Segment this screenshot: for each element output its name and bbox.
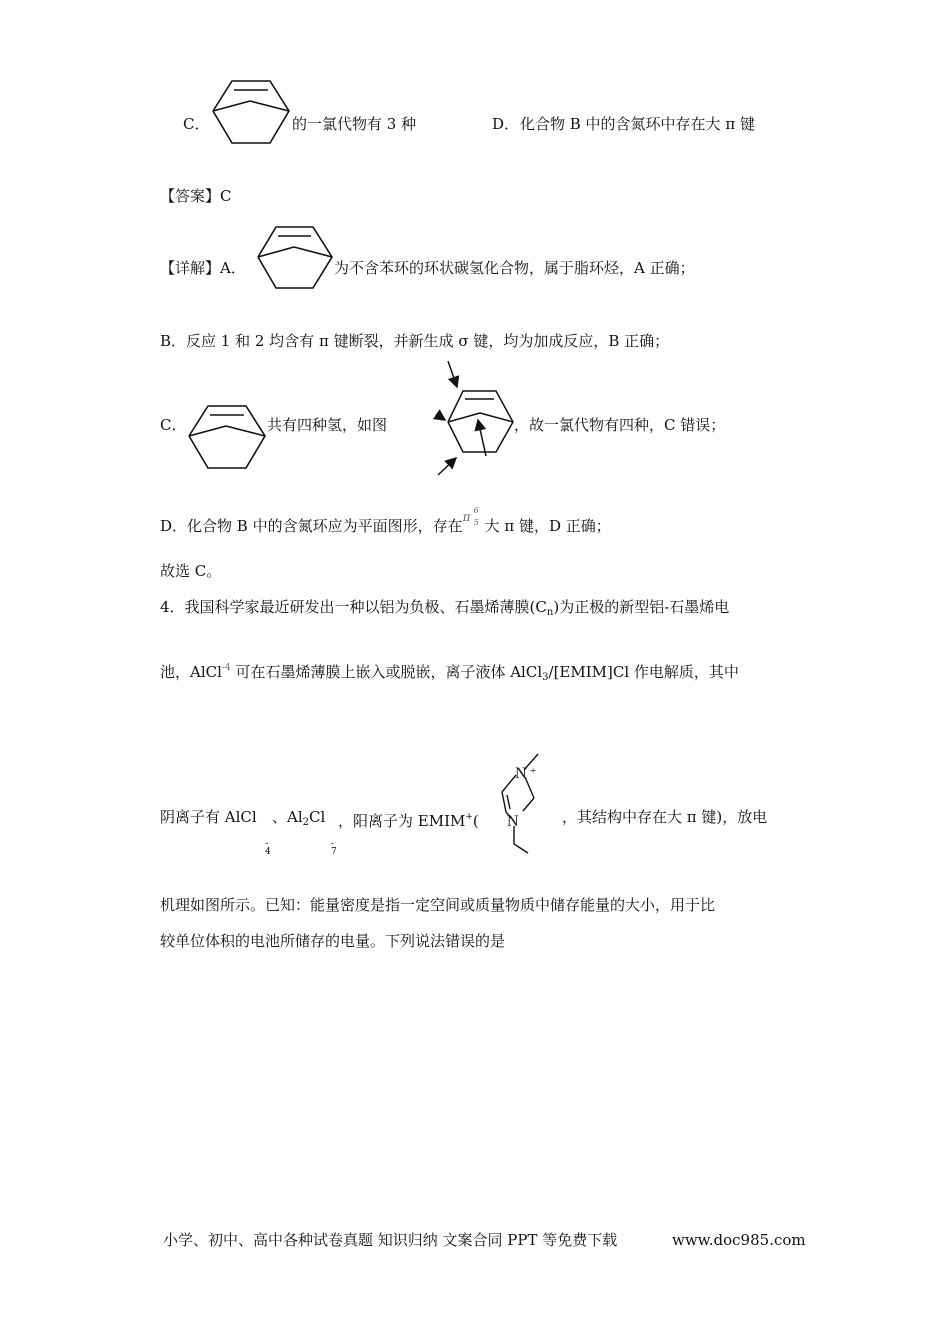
option-d-text: 化合物 B 中的含氮环中存在大 π 键 [520,115,755,133]
q4-line3-a: 阴离子有 AlCl [160,808,257,826]
pi-symbol: π 6 5 [462,506,479,527]
option-c-label: C． [183,115,210,133]
explain-d-end: 大 π 键，D 正确； [484,517,611,535]
option-d-label: D． [492,115,520,133]
explain-d-prefix: D．化合物 B 中的含氮环应为平面图形，存在 [160,517,463,535]
explain-d-text [160,506,611,536]
explain-c-end: ，故一氯代物有四种，C 错误； [514,416,726,434]
explain-b-text: B．反应 1 和 2 均含有 π 键断裂，并新生成 σ 键，均为加成反应，B 正确； [160,332,670,350]
conclusion: 故选 C。 [160,562,222,580]
answer-line: 【答案】C [160,187,232,205]
q4-line3 [160,807,257,827]
q4-line4: 机理如图所示。已知：能量密度是指一定空间或质量物质中储存能量的大小，用于比 [160,896,716,914]
norbornene-structure-c [210,75,292,147]
q4-line3-f: ，其结构中存在大 π 键)，放电 [562,808,768,826]
q4-line3-sub1: - 4 [265,842,271,862]
q4-line3-sub3: - 7 [331,842,337,862]
explain-a-text: 为不含苯环的环状碳氢化合物，属于脂环烃，A 正确； [334,259,695,277]
minus-mark-1: - [265,839,269,849]
explain-c-prefix: C． [160,416,187,434]
emim-structure [490,752,556,856]
q4-line1: 4．我国科学家最近研发出一种以铝为负极、石墨烯薄膜$(C_n)$为正极的新型铝-石墨烯电 [160,598,730,618]
footer-url[interactable]: www.doc985.com [672,1231,806,1249]
option-c-text: 的一氯代物有 3 种 [292,115,417,133]
norbornene-structure-c2 [186,400,268,472]
explain-c-mid: 共有四种氢，如图 [267,416,388,434]
q4-line3-c: ，阳离子为 EMIM+( [338,812,479,830]
q4-line3-b: 、$Al_2Cl$ [272,808,326,828]
explain-a-prefix: 【详解】A． [160,259,246,277]
norbornene-arrows-diagram [438,360,518,480]
svg-text:N: N [507,813,519,830]
q4-line2: 池，AlCl$^{-4}$ 可在石墨烯薄膜上嵌入或脱嵌，离子液体 AlCl$_3$/[EMIM]Cl 作电解质，其中 [160,663,739,683]
svg-text:+: + [530,765,537,777]
q4-line5: 较单位体积的电池所储存的电量。下列说法错误的是 [160,932,506,950]
norbornene-structure-a [255,222,335,292]
footer-text: 小学、初中、高中各种试卷真题 知识归纳 文案合同 PPT 等免费下载 [163,1231,618,1249]
minus-mark-2: - [331,839,335,849]
svg-text:N: N [515,765,527,782]
